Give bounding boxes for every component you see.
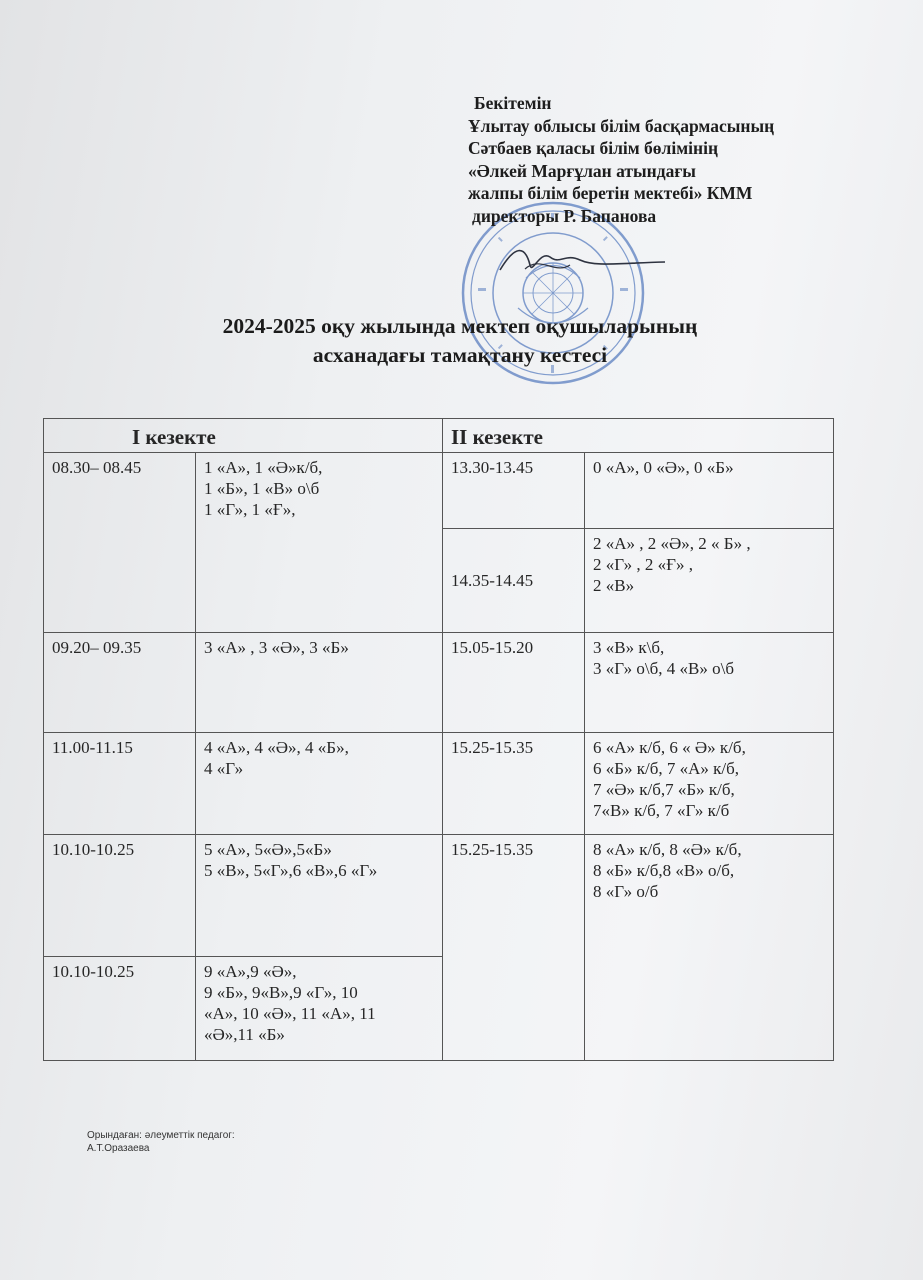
second-shift-time: 15.25-15.35 [443, 733, 585, 835]
group-line: 4 «А», 4 «Ә», 4 «Б», [204, 738, 349, 757]
first-shift-groups [196, 835, 443, 957]
first-shift-time: 10.10-10.25 [44, 835, 196, 957]
second-shift-time: 13.30-13.45 [443, 453, 585, 529]
group-line: 0 «А», 0 «Ә», 0 «Б» [593, 458, 734, 477]
group-line: 8 «Г» о/б [593, 882, 659, 901]
title-line: 2024-2025 оқу жылында мектеп оқушыларының [222, 314, 698, 338]
table-header-row [44, 419, 834, 453]
second-shift-groups [585, 529, 834, 633]
second-shift-groups [585, 835, 834, 1061]
second-shift-time: 14.35-14.45 [443, 529, 585, 633]
approval-line: Сәтбаев қаласы білім бөлімінің [468, 138, 719, 158]
group-line: 1 «Г», 1 «Ғ», [204, 500, 296, 519]
group-line: «Ә»,11 «Б» [204, 1025, 285, 1044]
first-shift-header: І кезекте [44, 419, 443, 453]
table-row [44, 733, 834, 835]
second-shift-groups [585, 733, 834, 835]
group-line: 7«В» к/б, 7 «Г» к/б [593, 801, 730, 820]
title-line: асханадағы тамақтану кестесі [312, 343, 608, 367]
first-shift-groups [196, 733, 443, 835]
footer-role: Орындаған: әлеуметтік педагог: [87, 1130, 235, 1141]
group-line: «А», 10 «Ә», 11 «А», 11 [204, 1004, 376, 1023]
group-line: 2 «В» [593, 576, 635, 595]
second-shift-groups [585, 453, 834, 529]
group-line: 4 «Г» [204, 759, 244, 778]
group-line: 5 «В», 5«Г»,6 «В»,6 «Г» [204, 861, 378, 880]
first-shift-time: 11.00-11.15 [44, 733, 196, 835]
approval-line: жалпы білім беретін мектебі» КММ [468, 183, 753, 203]
approval-block [468, 92, 774, 227]
second-shift-groups [585, 633, 834, 733]
group-line: 3 «А» , 3 «Ә», 3 «Б» [204, 638, 349, 657]
group-line: 2 «Г» , 2 «Ғ» , [593, 555, 693, 574]
second-shift-time: 15.25-15.35 [443, 835, 585, 1061]
group-line: 1 «А», 1 «Ә»к/б, [204, 458, 323, 477]
first-shift-groups [196, 633, 443, 733]
approval-line: Бекітемін [474, 93, 552, 113]
group-line: 9 «Б», 9«В»,9 «Г», 10 [204, 983, 358, 1002]
table-row [44, 835, 834, 957]
second-shift-header: ІІ кезекте [443, 419, 834, 453]
first-shift-time: 10.10-10.25 [44, 957, 196, 1061]
group-line: 5 «А», 5«Ә»,5«Б» [204, 840, 332, 859]
meal-schedule-table [43, 418, 834, 1061]
group-line: 2 «А» , 2 «Ә», 2 « Б» , [593, 534, 751, 553]
group-line: 3 «В» к\б, [593, 638, 665, 657]
footer-name: А.Т.Оразаева [87, 1143, 150, 1154]
first-shift-groups [196, 453, 443, 633]
group-line: 6 «Б» к/б, 7 «А» к/б, [593, 759, 740, 778]
page-title [100, 312, 820, 370]
first-shift-time: 09.20– 09.35 [44, 633, 196, 733]
group-line: 6 «А» к/б, 6 « Ә» к/б, [593, 738, 746, 757]
second-shift-time: 15.05-15.20 [443, 633, 585, 733]
group-line: 8 «А» к/б, 8 «Ә» к/б, [593, 840, 742, 859]
group-line: 3 «Г» о\б, 4 «В» о\б [593, 659, 734, 678]
group-line: 7 «Ә» к/б,7 «Б» к/б, [593, 780, 735, 799]
first-shift-groups [196, 957, 443, 1061]
group-line: 1 «Б», 1 «В» о\б [204, 479, 320, 498]
group-line: 9 «А»,9 «Ә», [204, 962, 297, 981]
director-signature [470, 235, 670, 285]
approval-line: «Әлкей Марғұлан атындағы [468, 160, 696, 181]
table-row [44, 633, 834, 733]
table-row [44, 453, 834, 529]
approval-line: директоры Р. Бапанова [472, 205, 657, 226]
group-line: 8 «Б» к/б,8 «В» о/б, [593, 861, 735, 880]
approval-line: Ұлытау облысы білім басқармасының [468, 115, 775, 136]
first-shift-time: 08.30– 08.45 [44, 453, 196, 633]
footer-signature-block [87, 1129, 235, 1155]
